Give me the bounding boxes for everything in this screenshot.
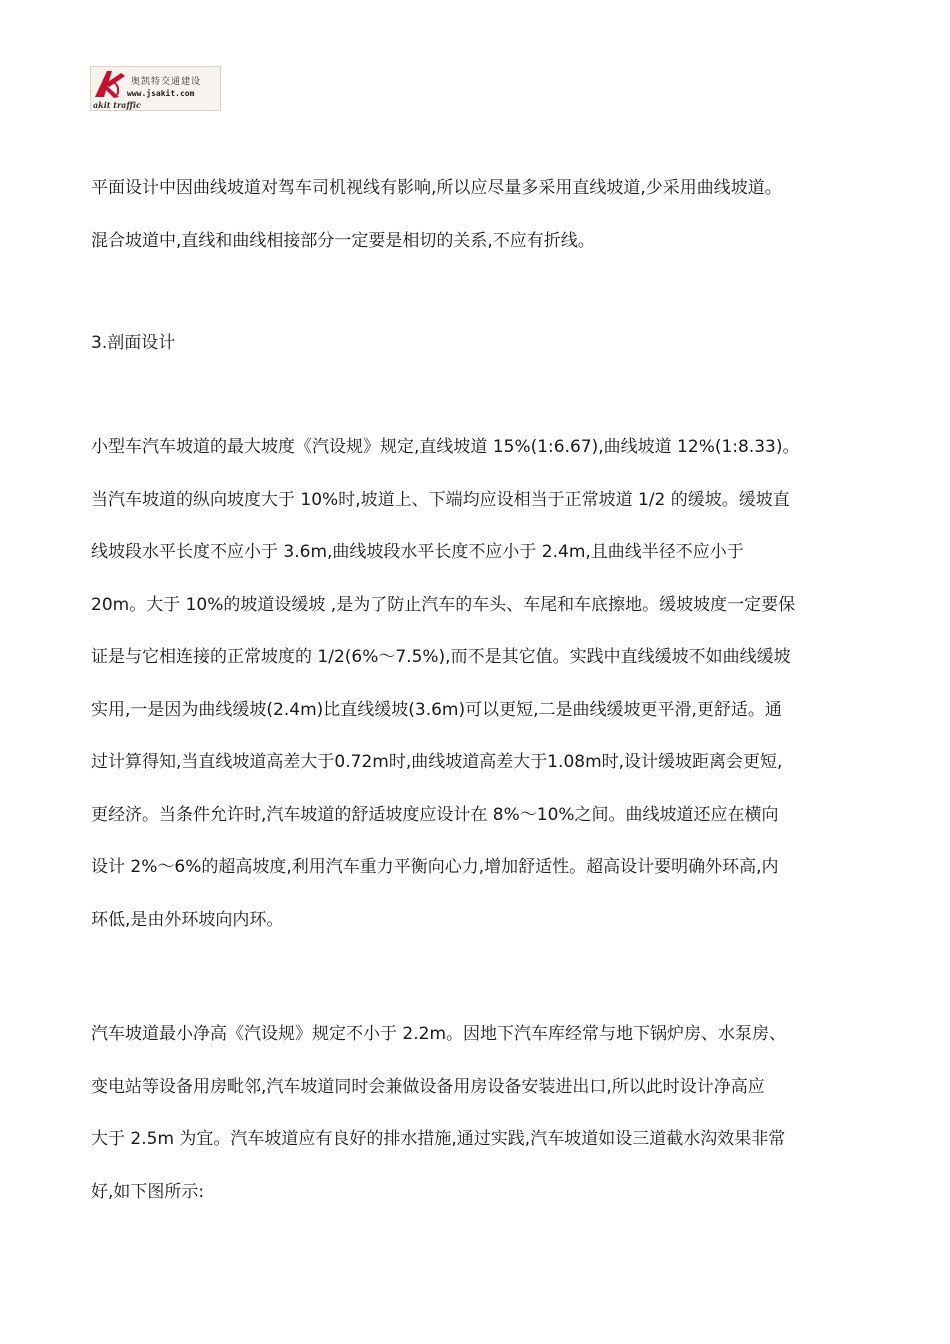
akit-logo-icon [91,67,131,103]
text-line: 更经济。当条件允许时,汽车坡道的舒适坡度应设计在 8%～10%之间。曲线坡道还应在横向 [91,804,779,825]
text-line: 汽车坡道最小净高《汽设规》规定不小于 2.2m。因地下汽车库经常与地下锅炉房、水泵房、 [91,1024,786,1044]
text-line: 过计算得知,当直线坡道高差大于0.72m时,曲线坡道高差大于1.08m时,设计缓坡距离会更短, [91,752,783,772]
company-logo [90,66,221,111]
text-line: 实用,一是因为曲线缓坡(2.4m)比直线缓坡(3.6m)可以更短,二是曲线缓坡更平滑,更舒适。通 [91,699,782,720]
logo-url: www.jsakit.com [127,89,195,98]
logo-brand-cn: 奥凯特交通建设 [131,77,202,87]
paragraph-slope-grade [91,421,861,946]
text-line: 当汽车坡道的纵向坡度大于 10%时,坡道上、下端均应设相当于正常坡道 1/2 的缓坡。缓坡直 [91,489,790,510]
text-line: 证是与它相连接的正常坡度的 1/2(6%～7.5%),而不是其它值。实践中直线缓坡不如曲线缓坡 [91,647,791,667]
section-heading: 3.剖面设计 [91,333,176,353]
text-line: 平面设计中因曲线坡道对驾车司机视线有影响,所以应尽量多采用直线坡道,少采用曲线坡道。 [91,178,782,198]
text-line: 环低,是由外环坡向内环。 [91,909,284,930]
text-line: 小型车汽车坡道的最大坡度《汽设规》规定,直线坡道 15%(1:6.67),曲线坡道 12%(1:8.33)。 [91,437,800,457]
text-line: 20m。大于 10%的坡道设缓坡 ,是为了防止汽车的车头、车尾和车底擦地。缓坡坡度一定要保 [91,594,796,615]
text-line: 变电站等设备用房毗邻,汽车坡道同时会兼做设备用房设备安装进出口,所以此时设计净高应 [91,1076,765,1097]
paragraph-plane-design [91,162,861,267]
text-line: 混合坡道中,直线和曲线相接部分一定要是相切的关系,不应有折线。 [91,230,595,251]
logo-brand-en: akit traffic [93,100,141,110]
text-line: 线坡段水平长度不应小于 3.6m,曲线坡段水平长度不应小于 2.4m,且曲线半径不应小于 [91,542,744,562]
paragraph-clearance [91,1008,861,1218]
text-line: 设计 2%～6%的超高坡度,利用汽车重力平衡向心力,增加舒适性。超高设计要明确外环高,内 [91,857,779,877]
text-line: 大于 2.5m 为宜。汽车坡道应有良好的排水措施,通过实践,汽车坡道如设三道截水沟效果非常 [91,1129,786,1149]
text-line: 好,如下图所示: [91,1181,205,1202]
